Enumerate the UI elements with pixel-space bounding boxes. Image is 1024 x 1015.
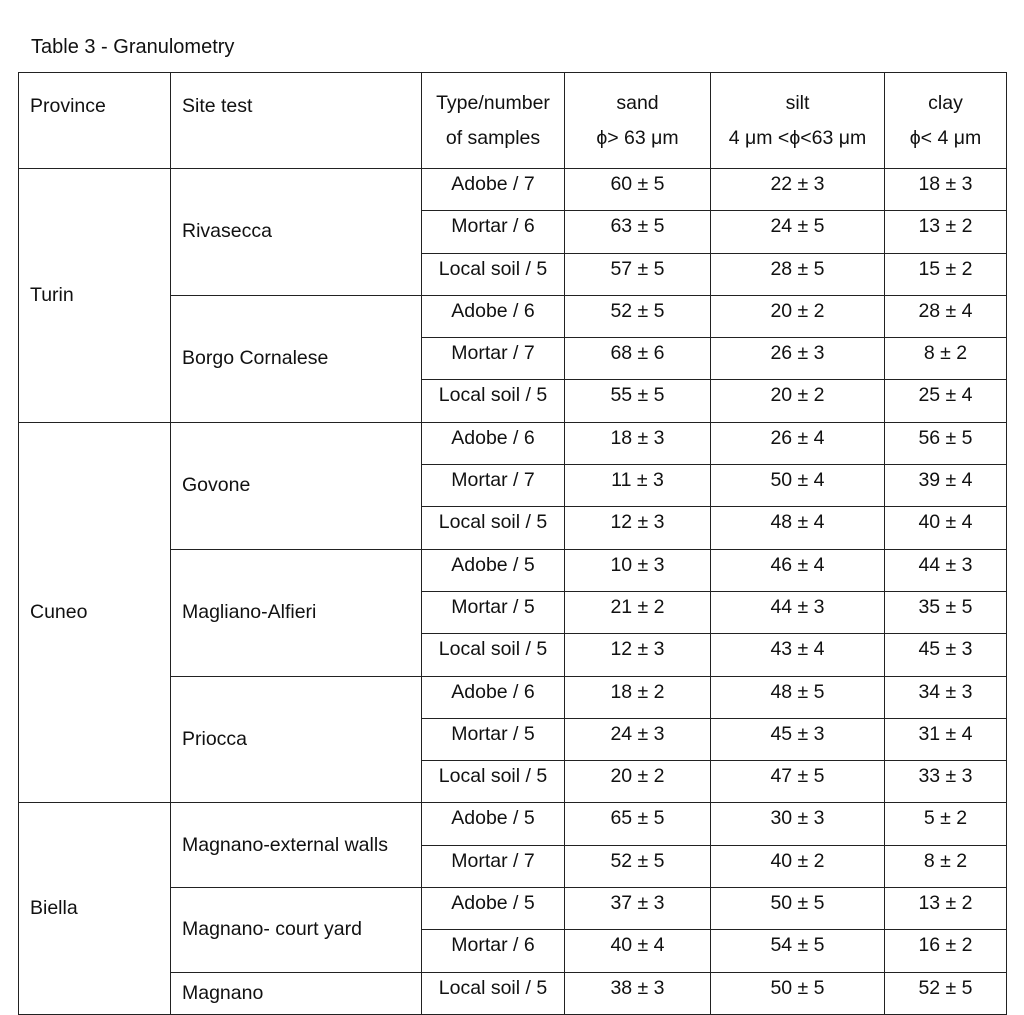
site-cell: Magnano <box>171 972 422 1014</box>
header-type-number <box>422 73 565 169</box>
header-sand <box>565 73 711 169</box>
silt-cell: 48 ± 4 <box>711 507 885 549</box>
silt-cell: 46 ± 4 <box>711 549 885 591</box>
clay-cell: 40 ± 4 <box>885 507 1007 549</box>
type-cell: Local soil / 5 <box>422 507 565 549</box>
table-row <box>19 803 1007 845</box>
granulometry-table <box>18 72 1007 1015</box>
type-cell: Local soil / 5 <box>422 380 565 422</box>
table-caption: Table 3 - Granulometry <box>31 36 235 58</box>
type-cell: Adobe / 6 <box>422 676 565 718</box>
site-cell: Borgo Cornalese <box>171 295 422 422</box>
clay-cell: 16 ± 2 <box>885 930 1007 972</box>
silt-cell: 28 ± 5 <box>711 253 885 295</box>
type-cell: Mortar / 6 <box>422 930 565 972</box>
clay-cell: 5 ± 2 <box>885 803 1007 845</box>
clay-cell: 56 ± 5 <box>885 422 1007 464</box>
sand-cell: 18 ± 3 <box>565 422 711 464</box>
silt-cell: 26 ± 3 <box>711 338 885 380</box>
sand-cell: 65 ± 5 <box>565 803 711 845</box>
sand-cell: 18 ± 2 <box>565 676 711 718</box>
clay-cell: 13 ± 2 <box>885 888 1007 930</box>
sand-cell: 55 ± 5 <box>565 380 711 422</box>
sand-cell: 60 ± 5 <box>565 169 711 211</box>
header-clay-line1: clay <box>928 91 963 114</box>
type-cell: Local soil / 5 <box>422 761 565 803</box>
clay-cell: 33 ± 3 <box>885 761 1007 803</box>
silt-cell: 48 ± 5 <box>711 676 885 718</box>
site-cell: Govone <box>171 422 422 549</box>
silt-cell: 47 ± 5 <box>711 761 885 803</box>
type-cell: Mortar / 7 <box>422 465 565 507</box>
header-silt <box>711 73 885 169</box>
sand-cell: 38 ± 3 <box>565 972 711 1014</box>
type-cell: Adobe / 5 <box>422 803 565 845</box>
clay-cell: 34 ± 3 <box>885 676 1007 718</box>
clay-cell: 13 ± 2 <box>885 211 1007 253</box>
sand-cell: 12 ± 3 <box>565 634 711 676</box>
clay-cell: 45 ± 3 <box>885 634 1007 676</box>
clay-cell: 39 ± 4 <box>885 465 1007 507</box>
sand-cell: 10 ± 3 <box>565 549 711 591</box>
province-cell: Turin <box>19 169 171 423</box>
type-cell: Local soil / 5 <box>422 253 565 295</box>
type-cell: Adobe / 7 <box>422 169 565 211</box>
clay-cell: 35 ± 5 <box>885 591 1007 633</box>
header-silt-line1: silt <box>785 91 810 114</box>
header-sand-line2: ϕ> 63 μm <box>596 126 679 149</box>
header-type-line2: of samples <box>445 126 541 149</box>
header-clay <box>885 73 1007 169</box>
silt-cell: 43 ± 4 <box>711 634 885 676</box>
sand-cell: 68 ± 6 <box>565 338 711 380</box>
type-cell: Mortar / 6 <box>422 211 565 253</box>
clay-cell: 28 ± 4 <box>885 295 1007 337</box>
sand-cell: 11 ± 3 <box>565 465 711 507</box>
type-cell: Mortar / 7 <box>422 845 565 887</box>
type-cell: Adobe / 5 <box>422 888 565 930</box>
silt-cell: 45 ± 3 <box>711 718 885 760</box>
silt-cell: 22 ± 3 <box>711 169 885 211</box>
header-silt-line2: 4 μm <ϕ<63 μm <box>728 126 867 149</box>
header-clay-line2: ϕ< 4 μm <box>909 126 982 149</box>
clay-cell: 15 ± 2 <box>885 253 1007 295</box>
type-cell: Adobe / 5 <box>422 549 565 591</box>
header-province: Province <box>19 73 171 169</box>
silt-cell: 54 ± 5 <box>711 930 885 972</box>
silt-cell: 50 ± 4 <box>711 465 885 507</box>
province-cell: Cuneo <box>19 422 171 803</box>
clay-cell: 8 ± 2 <box>885 338 1007 380</box>
silt-cell: 40 ± 2 <box>711 845 885 887</box>
type-cell: Mortar / 5 <box>422 591 565 633</box>
type-cell: Adobe / 6 <box>422 295 565 337</box>
silt-cell: 30 ± 3 <box>711 803 885 845</box>
header-row <box>19 73 1007 169</box>
sand-cell: 52 ± 5 <box>565 845 711 887</box>
silt-cell: 50 ± 5 <box>711 888 885 930</box>
header-sand-line1: sand <box>616 91 659 114</box>
site-cell: Magliano-Alfieri <box>171 549 422 676</box>
site-cell: Magnano- court yard <box>171 888 422 973</box>
site-cell: Magnano-external walls <box>171 803 422 888</box>
type-cell: Adobe / 6 <box>422 422 565 464</box>
table-row <box>19 422 1007 464</box>
sand-cell: 52 ± 5 <box>565 295 711 337</box>
silt-cell: 50 ± 5 <box>711 972 885 1014</box>
site-cell: Rivasecca <box>171 169 422 296</box>
sand-cell: 37 ± 3 <box>565 888 711 930</box>
clay-cell: 31 ± 4 <box>885 718 1007 760</box>
silt-cell: 24 ± 5 <box>711 211 885 253</box>
clay-cell: 52 ± 5 <box>885 972 1007 1014</box>
type-cell: Mortar / 5 <box>422 718 565 760</box>
silt-cell: 20 ± 2 <box>711 295 885 337</box>
clay-cell: 18 ± 3 <box>885 169 1007 211</box>
sand-cell: 57 ± 5 <box>565 253 711 295</box>
table-body <box>19 169 1007 1015</box>
site-cell: Priocca <box>171 676 422 803</box>
clay-cell: 25 ± 4 <box>885 380 1007 422</box>
silt-cell: 44 ± 3 <box>711 591 885 633</box>
type-cell: Local soil / 5 <box>422 634 565 676</box>
type-cell: Local soil / 5 <box>422 972 565 1014</box>
silt-cell: 26 ± 4 <box>711 422 885 464</box>
sand-cell: 20 ± 2 <box>565 761 711 803</box>
silt-cell: 20 ± 2 <box>711 380 885 422</box>
province-cell: Biella <box>19 803 171 1014</box>
sand-cell: 21 ± 2 <box>565 591 711 633</box>
sand-cell: 12 ± 3 <box>565 507 711 549</box>
sand-cell: 63 ± 5 <box>565 211 711 253</box>
clay-cell: 8 ± 2 <box>885 845 1007 887</box>
type-cell: Mortar / 7 <box>422 338 565 380</box>
table-row <box>19 169 1007 211</box>
clay-cell: 44 ± 3 <box>885 549 1007 591</box>
sand-cell: 40 ± 4 <box>565 930 711 972</box>
header-site-test: Site test <box>171 73 422 169</box>
header-type-line1: Type/number <box>436 91 550 114</box>
sand-cell: 24 ± 3 <box>565 718 711 760</box>
